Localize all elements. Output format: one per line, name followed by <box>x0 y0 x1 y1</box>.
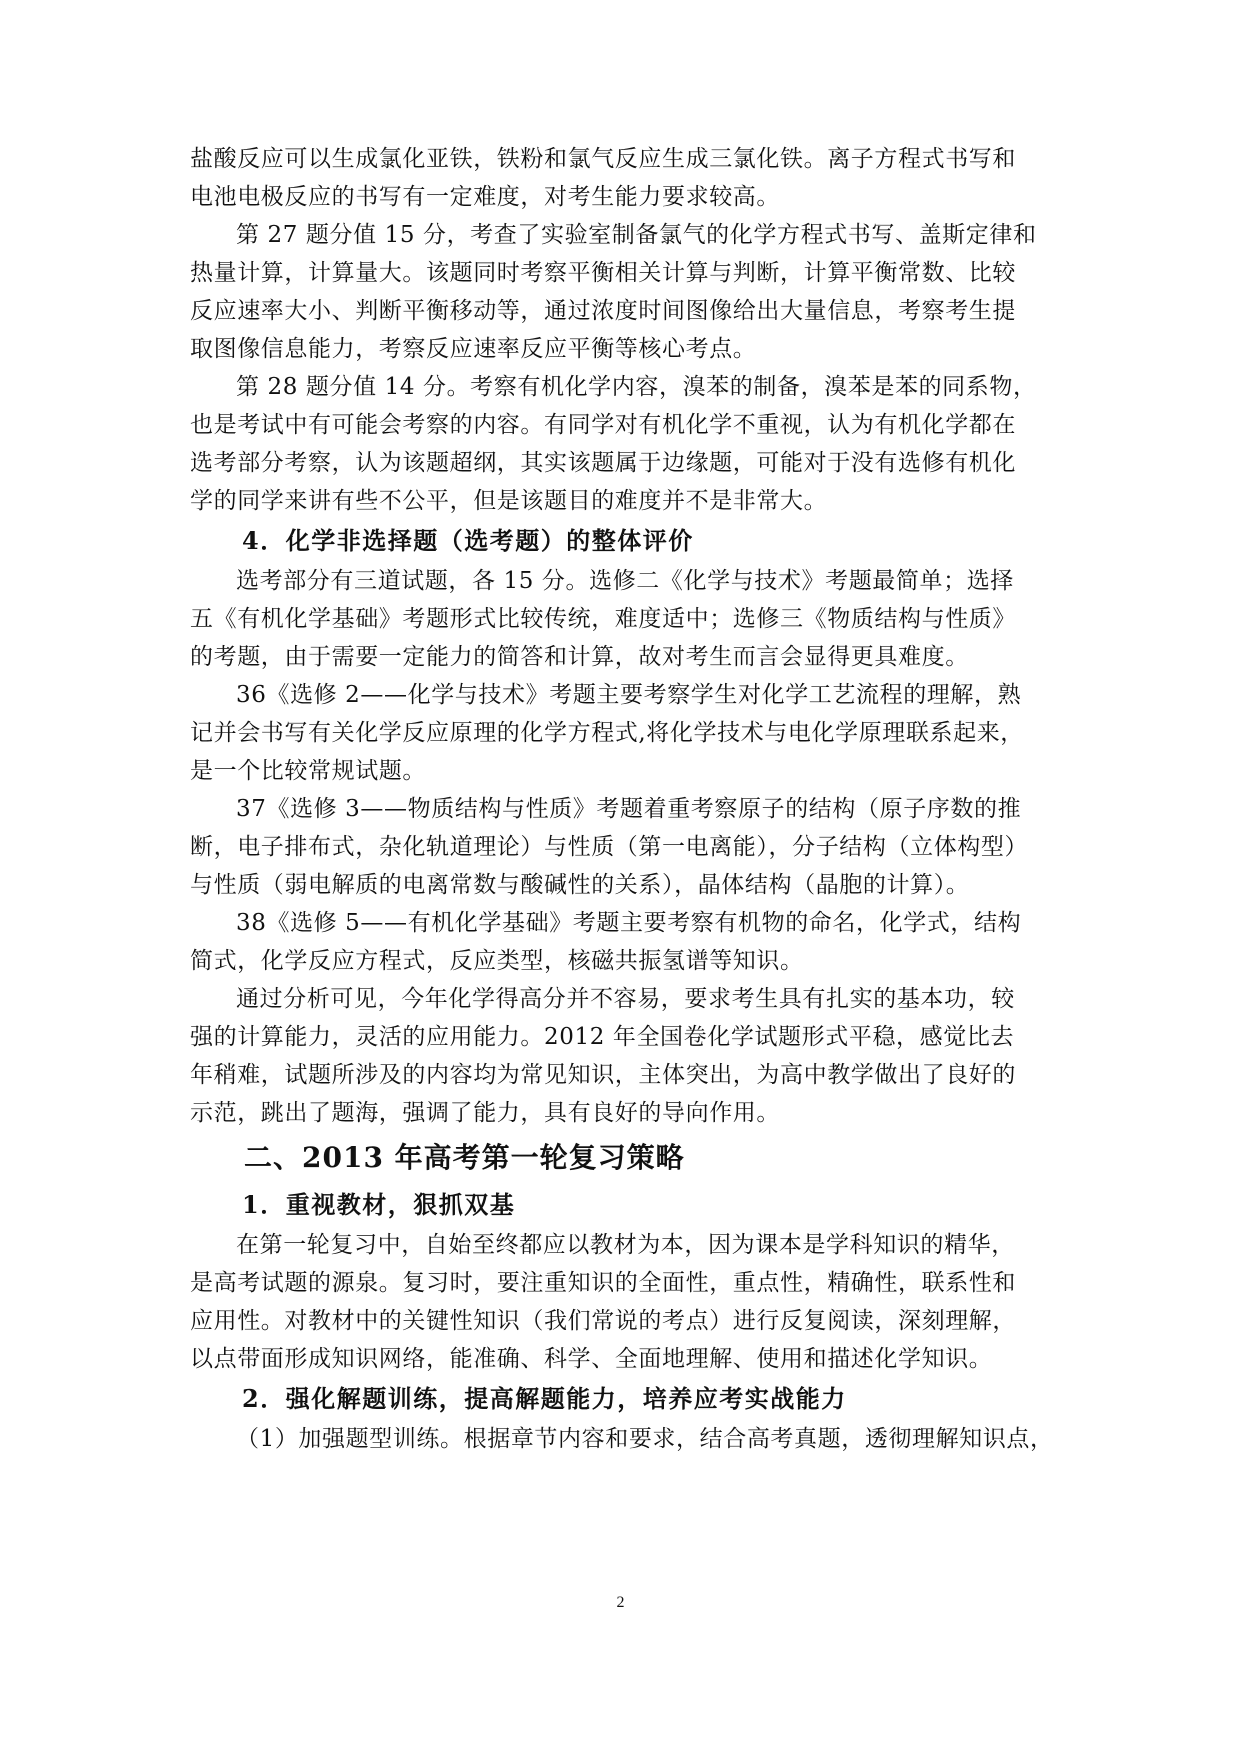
text-line: 记并会书写有关化学反应原理的化学方程式,将化学技术与电化学原理联系起来， <box>190 720 1024 746</box>
text-line: 在第一轮复习中，自始至终都应以教材为本，因为课本是学科知识的精华， <box>236 1232 1015 1258</box>
page-number: 2 <box>616 1594 625 1611</box>
text-line: 热量计算，计算量大。该题同时考察平衡相关计算与判断，计算平衡常数、比较 <box>190 260 1016 286</box>
text-line: 五《有机化学基础》考题形式比较传统，难度适中；选修三《物质结构与性质》 <box>190 606 1016 632</box>
text-line: （1）加强题型训练。根据章节内容和要求，结合高考真题，透彻理解知识点， <box>236 1426 1054 1452</box>
text-line: 第 28 题分值 14 分。考察有机化学内容，溴苯的制备，溴苯是苯的同系物， <box>236 374 1037 400</box>
text-line: 是高考试题的源泉。复习时，要注重知识的全面性，重点性，精确性，联系性和 <box>190 1270 1016 1296</box>
text-line: 盐酸反应可以生成氯化亚铁，铁粉和氯气反应生成三氯化铁。离子方程式书写和 <box>190 146 1016 172</box>
text-line: 学的同学来讲有些不公平，但是该题目的难度并不是非常大。 <box>190 488 828 514</box>
text-line: 断，电子排布式，杂化轨道理论）与性质（第一电离能），分子结构（立体构型） <box>190 834 1029 860</box>
text-line: 是一个比较常规试题。 <box>190 758 426 784</box>
text-line: 简式，化学反应方程式，反应类型，核磁共振氢谱等知识。 <box>190 948 804 974</box>
text-line: 与性质（弱电解质的电离常数与酸碱性的关系），晶体结构（晶胞的计算）。 <box>190 872 970 898</box>
text-line: 的考题，由于需要一定能力的简答和计算，故对考生而言会显得更具难度。 <box>190 644 969 670</box>
section-heading: 二、2013 年高考第一轮复习策略 <box>244 1141 685 1174</box>
text-line: 示范，跳出了题海，强调了能力，具有良好的导向作用。 <box>190 1100 780 1126</box>
text-line: 应用性。对教材中的关键性知识（我们常说的考点）进行反复阅读，深刻理解， <box>190 1308 1016 1334</box>
text-line: 选考部分考察，认为该题超纲，其实该题属于边缘题，可能对于没有选修有机化 <box>190 450 1016 476</box>
text-line: 以点带面形成知识网络，能准确、科学、全面地理解、使用和描述化学知识。 <box>190 1346 993 1372</box>
text-line: 36《选修 2——化学与技术》考题主要考察学生对化学工艺流程的理解，熟 <box>236 682 1022 708</box>
text-line: 电池电极反应的书写有一定难度，对考生能力要求较高。 <box>190 184 780 210</box>
text-line: 选考部分有三道试题，各 15 分。选修二《化学与技术》考题最简单；选择 <box>236 568 1014 594</box>
text-line: 38《选修 5——有机化学基础》考题主要考察有机物的命名，化学式，结构 <box>236 910 1022 936</box>
text-line: 37《选修 3——物质结构与性质》考题着重考察原子的结构（原子序数的推 <box>236 796 1022 822</box>
page-body <box>190 140 1060 1458</box>
subsection-heading: 2．强化解题训练，提高解题能力，培养应考实战能力 <box>242 1384 847 1413</box>
text-line: 年稍难，试题所涉及的内容均为常见知识，主体突出，为高中教学做出了良好的 <box>190 1062 1016 1088</box>
subsection-heading: 1．重视教材，狠抓双基 <box>242 1190 516 1219</box>
text-line: 反应速率大小、判断平衡移动等，通过浓度时间图像给出大量信息，考察考生提 <box>190 298 1016 324</box>
text-line: 第 27 题分值 15 分，考查了实验室制备氯气的化学方程式书写、盖斯定律和 <box>236 222 1037 248</box>
text-line: 强的计算能力，灵活的应用能力。2012 年全国卷化学试题形式平稳，感觉比去 <box>190 1024 1015 1050</box>
text-line: 取图像信息能力，考察反应速率反应平衡等核心考点。 <box>190 336 757 362</box>
text-line: 也是考试中有可能会考察的内容。有同学对有机化学不重视，认为有机化学都在 <box>190 412 1016 438</box>
subsection-heading: 4．化学非选择题（选考题）的整体评价 <box>242 526 694 555</box>
text-line: 通过分析可见，今年化学得高分并不容易，要求考生具有扎实的基本功，较 <box>236 986 1015 1012</box>
